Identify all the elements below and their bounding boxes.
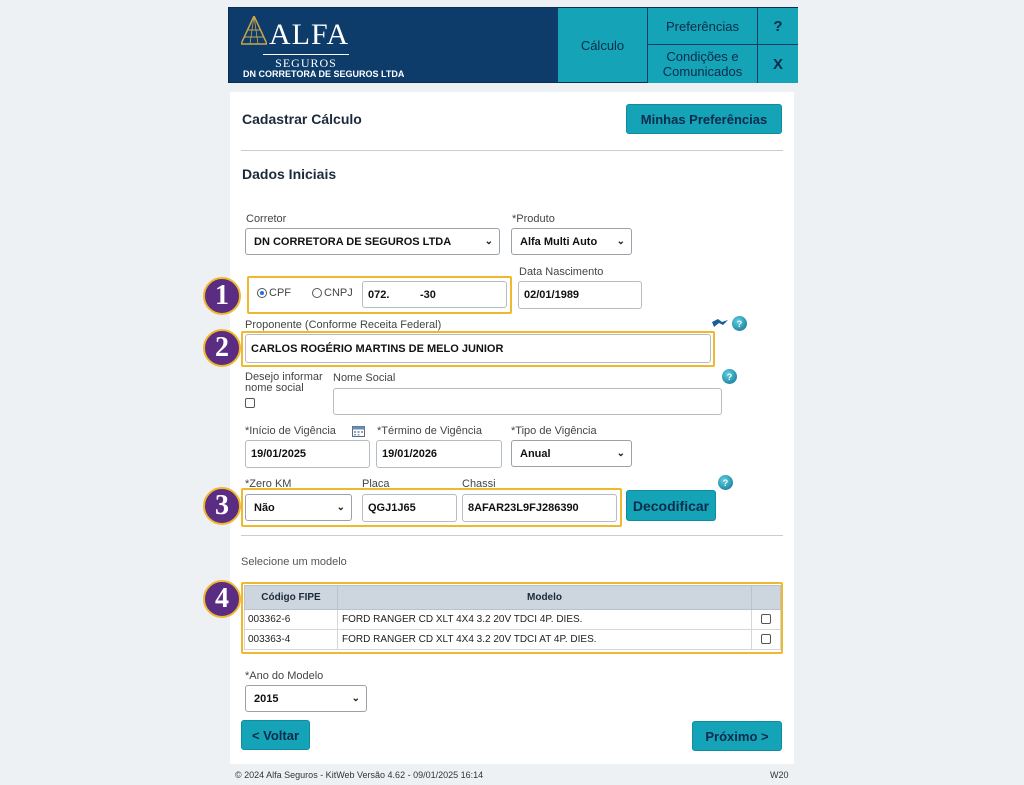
produto-value: Alfa Multi Auto xyxy=(520,235,598,248)
nome-social-input[interactable] xyxy=(333,388,722,415)
help-button[interactable]: ? xyxy=(757,8,798,45)
minhas-preferencias-button[interactable]: Minhas Preferências xyxy=(626,104,782,134)
inicio-vigencia-label: *Início de Vigência xyxy=(245,425,336,437)
placa-input[interactable]: QGJ1J65 xyxy=(362,494,457,522)
nascimento-input[interactable]: 02/01/1989 xyxy=(518,281,642,309)
chassi-label: Chassi xyxy=(462,478,496,490)
select-model-label: Selecione um modelo xyxy=(241,556,347,568)
nome-social-option-label: Desejo informar nome social xyxy=(245,371,323,394)
fipe-code: 003363-4 xyxy=(245,630,338,650)
table-row[interactable] xyxy=(245,610,781,630)
voltar-button[interactable]: < Voltar xyxy=(241,720,310,750)
step-badge-4: 4 xyxy=(203,580,241,618)
nascimento-label: Data Nascimento xyxy=(519,266,604,278)
zerokm-value: Não xyxy=(254,501,275,514)
proponente-input[interactable]: CARLOS ROGÉRIO MARTINS DE MELO JUNIOR xyxy=(245,334,711,363)
row-checkbox[interactable] xyxy=(761,614,771,624)
calendar-icon[interactable] xyxy=(352,425,365,437)
corretor-select[interactable] xyxy=(245,228,500,255)
tipo-vigencia-select[interactable] xyxy=(511,440,632,467)
chevron-down-icon: ⌄ xyxy=(616,448,625,459)
nav-calculo[interactable]: Cálculo xyxy=(557,8,647,82)
chevron-down-icon: ⌄ xyxy=(351,693,360,704)
ano-modelo-select[interactable] xyxy=(245,685,367,712)
cpf-radio[interactable] xyxy=(257,288,267,298)
corretor-label: Corretor xyxy=(246,213,287,225)
ano-modelo-value: 2015 xyxy=(254,692,279,705)
cnpj-label: CNPJ xyxy=(324,287,353,299)
logo-text: ALFA xyxy=(269,18,350,51)
cnpj-radio[interactable] xyxy=(312,288,322,298)
broker-name: DN CORRETORA DE SEGUROS LTDA xyxy=(243,69,405,79)
divider xyxy=(241,535,783,536)
model-name: FORD RANGER CD XLT 4X4 3.2 20V TDCI AT 4P. DIES. xyxy=(338,630,752,650)
chevron-down-icon: ⌄ xyxy=(484,236,493,247)
model-name: FORD RANGER CD XLT 4X4 3.2 20V TDCI 4P. DIES. xyxy=(338,610,752,630)
step-badge-2: 2 xyxy=(203,329,241,367)
chevron-down-icon: ⌄ xyxy=(616,236,625,247)
section-title: Dados Iniciais xyxy=(242,166,337,182)
help-icon[interactable]: ? xyxy=(732,316,747,331)
col-select xyxy=(752,586,781,610)
proponente-label: Proponente (Conforme Receita Federal) xyxy=(245,319,442,331)
placa-label: Placa xyxy=(362,478,390,490)
step-badge-1: 1 xyxy=(203,277,241,315)
chassi-input[interactable]: 8AFAR23L9FJ286390 xyxy=(462,494,617,522)
produto-label: *Produto xyxy=(512,213,555,225)
nav-condicoes[interactable]: Condições e Comunicados xyxy=(647,45,757,83)
footer-copyright: © 2024 Alfa Seguros - KitWeb Versão 4.62 - 09/01/2025 16:14 xyxy=(235,770,484,780)
proximo-button[interactable]: Próximo > xyxy=(692,721,782,751)
fipe-code: 003362-6 xyxy=(245,610,338,630)
table-row[interactable] xyxy=(245,630,781,650)
step-badge-3: 3 xyxy=(203,487,241,525)
logo-subtext: SEGUROS xyxy=(263,54,349,71)
help-icon[interactable]: ? xyxy=(718,475,733,490)
close-button[interactable]: X xyxy=(757,45,798,83)
document-input[interactable]: 072. -30 xyxy=(362,281,507,308)
termino-vigencia-label: *Término de Vigência xyxy=(377,425,482,437)
page-title: Cadastrar Cálculo xyxy=(242,111,362,127)
col-codigo-fipe: Código FIPE xyxy=(245,586,338,610)
app-header xyxy=(228,7,798,83)
zerokm-label: *Zero KM xyxy=(245,478,292,490)
logo-triangle-icon xyxy=(241,16,267,46)
cpf-label: CPF xyxy=(269,287,291,299)
tipo-vigencia-value: Anual xyxy=(520,447,551,460)
nome-social-checkbox[interactable] xyxy=(245,398,255,408)
inicio-vigencia-input[interactable]: 19/01/2025 xyxy=(245,440,370,468)
corretor-value: DN CORRETORA DE SEGUROS LTDA xyxy=(254,235,452,248)
ano-modelo-label: *Ano do Modelo xyxy=(245,670,324,682)
row-checkbox[interactable] xyxy=(761,634,771,644)
zerokm-select[interactable] xyxy=(245,494,352,521)
tipo-vigencia-label: *Tipo de Vigência xyxy=(511,425,597,437)
divider xyxy=(241,150,783,151)
col-modelo: Modelo xyxy=(338,586,752,610)
nav-preferencias[interactable]: Preferências xyxy=(647,8,757,45)
alfa-logo xyxy=(241,14,361,70)
fipe-table xyxy=(244,585,781,650)
help-icon[interactable]: ? xyxy=(722,369,737,384)
decodificar-button[interactable]: Decodificar xyxy=(626,490,716,521)
produto-select[interactable] xyxy=(511,228,632,255)
chevron-down-icon: ⌄ xyxy=(336,502,345,513)
receita-federal-icon[interactable] xyxy=(711,317,729,329)
footer-version: W20 xyxy=(770,770,789,780)
nome-social-label: Nome Social xyxy=(333,372,396,384)
termino-vigencia-input[interactable]: 19/01/2026 xyxy=(376,440,502,468)
